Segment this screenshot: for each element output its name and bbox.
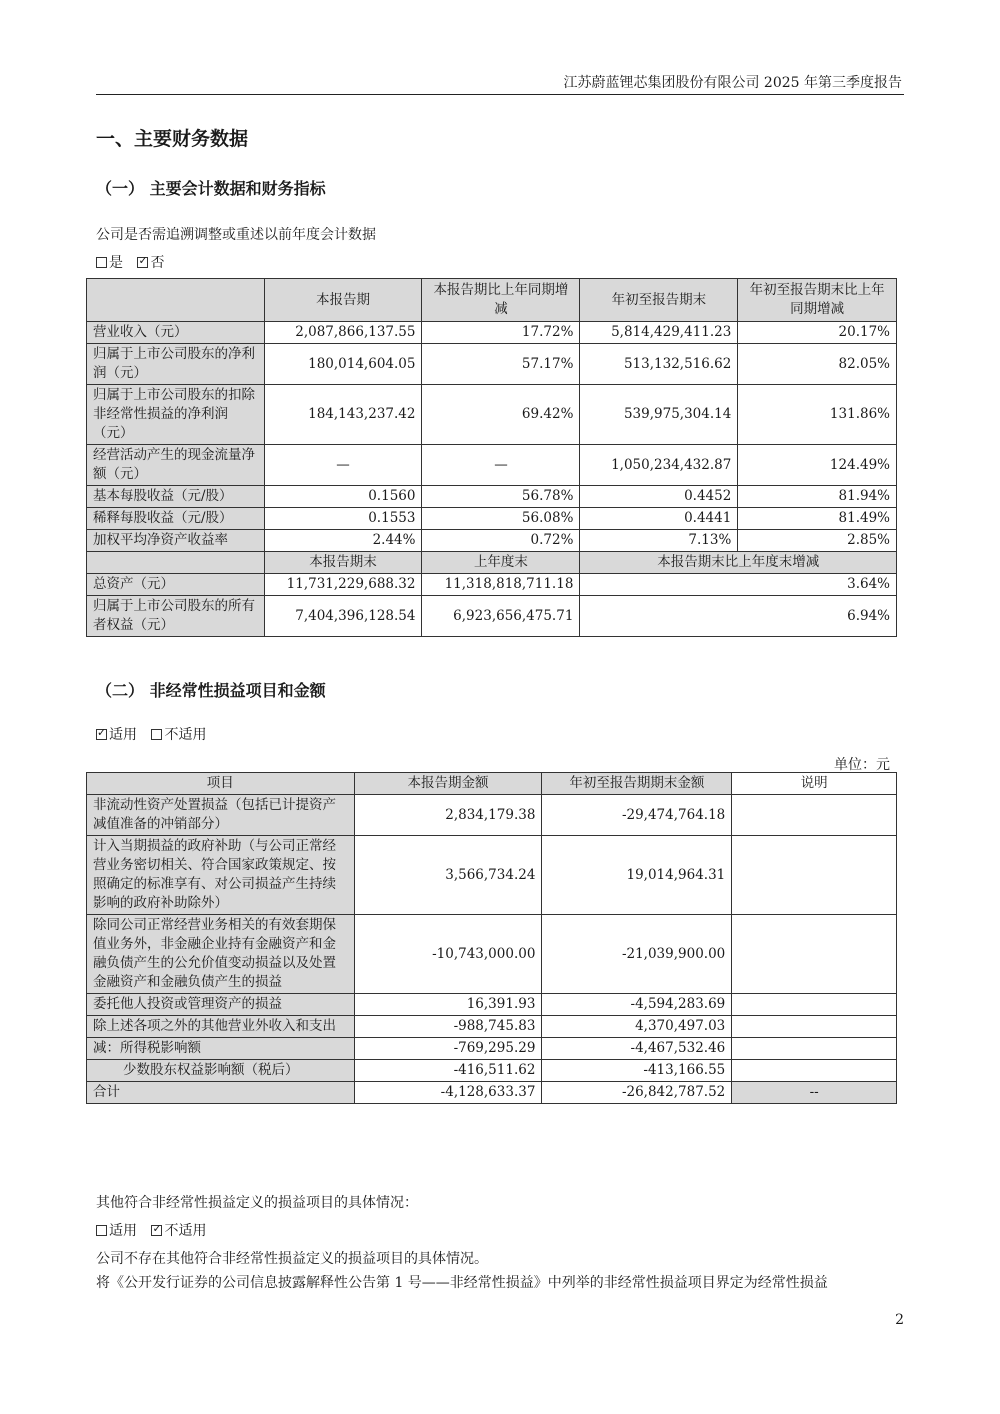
section-title-key-accounting-data: （一） 主要会计数据和财务指标	[96, 179, 326, 198]
cell-value: 0.4452	[580, 486, 738, 508]
other-items-title: 其他符合非经常性损益定义的损益项目的具体情况：	[96, 1195, 418, 1211]
header-cell: 年初至报告期末比上年同期增减	[738, 279, 897, 322]
header-cell: 项目	[87, 773, 355, 795]
header-cell: 本报告期末	[264, 552, 422, 574]
cell-note	[732, 994, 897, 1016]
other-items-options	[96, 1220, 206, 1240]
key-financial-data-table	[86, 278, 897, 637]
cell-note	[732, 1016, 897, 1038]
unit-label: 单位：元	[834, 757, 890, 773]
cell-value: 2,834,179.38	[354, 795, 542, 836]
checkbox-yes[interactable]	[96, 257, 107, 268]
cell-value: 81.49%	[738, 508, 897, 530]
row-label: 除同公司正常经营业务相关的有效套期保值业务外，非金融企业持有金融资产和金融负债产生的公允价值变动损益以及处置金融资产和金融负债产生的损益	[87, 915, 355, 994]
option-not-apply-label: 不适用	[164, 727, 207, 743]
cell-value: 81.94%	[738, 486, 897, 508]
cell-value: 69.42%	[422, 385, 580, 445]
cell-value: 16,391.93	[354, 994, 542, 1016]
cell-value: -4,128,633.37	[354, 1082, 542, 1104]
table-subheader-row	[87, 552, 897, 574]
table-header-row	[87, 279, 897, 322]
row-label: 少数股东权益影响额（税后）	[87, 1060, 355, 1082]
option-apply-label: 适用	[109, 727, 137, 743]
checkbox-apply-checked[interactable]	[96, 729, 107, 740]
row-label: 归属于上市公司股东的扣除非经常性损益的净利润（元）	[87, 385, 265, 445]
table-row	[87, 1060, 897, 1082]
applicability-options	[96, 724, 206, 744]
cell-value: -4,594,283.69	[542, 994, 732, 1016]
cell-value: 124.49%	[738, 445, 897, 486]
cell-value: 82.05%	[738, 344, 897, 385]
report-header-title: 江苏蔚蓝锂芯集团股份有限公司 2025 年第三季度报告	[563, 75, 902, 91]
table-row	[87, 1038, 897, 1060]
section-title-non-recurring: （二） 非经常性损益项目和金额	[96, 681, 326, 700]
header-divider	[96, 94, 904, 95]
cell-value: -769,295.29	[354, 1038, 542, 1060]
row-label: 总资产（元）	[87, 574, 265, 596]
table-row	[87, 1016, 897, 1038]
cell-value: 184,143,237.42	[264, 385, 422, 445]
row-label: 归属于上市公司股东的净利润（元）	[87, 344, 265, 385]
cell-value: 2.44%	[264, 530, 422, 552]
cell-value: 56.08%	[422, 508, 580, 530]
header-cell: 本报告期金额	[354, 773, 542, 795]
cell-value: -413,166.55	[542, 1060, 732, 1082]
table-row	[87, 574, 897, 596]
cell-note	[732, 795, 897, 836]
checkbox-not-apply[interactable]	[151, 729, 162, 740]
cell-value: 7,404,396,128.54	[264, 596, 422, 637]
cell-value: 6,923,656,475.71	[422, 596, 580, 637]
row-label: 营业收入（元）	[87, 322, 265, 344]
cell-value: -26,842,787.52	[542, 1082, 732, 1104]
cell-value: 11,318,818,711.18	[422, 574, 580, 596]
cell-value: 20.17%	[738, 322, 897, 344]
cell-value: 539,975,304.14	[580, 385, 738, 445]
cell-value: 2,087,866,137.55	[264, 322, 422, 344]
row-label: 除上述各项之外的其他营业外收入和支出	[87, 1016, 355, 1038]
header-cell: 说明	[732, 773, 897, 795]
table-row	[87, 994, 897, 1016]
cell-note: --	[732, 1082, 897, 1104]
cell-value: -10,743,000.00	[354, 915, 542, 994]
cell-value: 2.85%	[738, 530, 897, 552]
header-cell: 本报告期比上年同期增减	[422, 279, 580, 322]
table-row	[87, 344, 897, 385]
table-total-row	[87, 1082, 897, 1104]
row-label: 合计	[87, 1082, 355, 1104]
row-label: 加权平均净资产收益率	[87, 530, 265, 552]
table-row	[87, 795, 897, 836]
row-label: 稀释每股收益（元/股）	[87, 508, 265, 530]
cell-value: 56.78%	[422, 486, 580, 508]
row-label: 经营活动产生的现金流量净额（元）	[87, 445, 265, 486]
cell-value: -416,511.62	[354, 1060, 542, 1082]
option-other-apply-label: 适用	[109, 1223, 137, 1239]
cell-value: 513,132,516.62	[580, 344, 738, 385]
header-cell: 年初至报告期期末金额	[542, 773, 732, 795]
cell-value: 3.64%	[580, 574, 897, 596]
row-label: 计入当期损益的政府补助（与公司正常经营业务密切相关、符合国家政策规定、按照确定的标准享有、对公司损益产生持续影响的政府补助除外）	[87, 836, 355, 915]
row-label: 归属于上市公司股东的所有者权益（元）	[87, 596, 265, 637]
table-row	[87, 915, 897, 994]
restatement-options	[96, 252, 164, 272]
option-other-not-apply-label: 不适用	[164, 1223, 207, 1239]
non-recurring-items-table	[86, 772, 897, 1104]
note-no-other-items: 公司不存在其他符合非经常性损益定义的损益项目的具体情况。	[96, 1251, 488, 1267]
cell-note	[732, 836, 897, 915]
cell-value: -29,474,764.18	[542, 795, 732, 836]
cell-value: 0.4441	[580, 508, 738, 530]
cell-note	[732, 1060, 897, 1082]
cell-value: 6.94%	[580, 596, 897, 637]
cell-value: 3,566,734.24	[354, 836, 542, 915]
table-row	[87, 530, 897, 552]
header-cell-blank	[87, 279, 265, 322]
option-yes-label: 是	[109, 255, 123, 271]
cell-value: 0.72%	[422, 530, 580, 552]
restatement-question: 公司是否需追溯调整或重述以前年度会计数据	[96, 227, 376, 243]
cell-note	[732, 915, 897, 994]
cell-value: 11,731,229,688.32	[264, 574, 422, 596]
checkbox-other-apply[interactable]	[96, 1225, 107, 1236]
cell-value: 5,814,429,411.23	[580, 322, 738, 344]
header-cell-blank	[87, 552, 265, 574]
header-cell: 本报告期末比上年度末增减	[580, 552, 897, 574]
table-row	[87, 836, 897, 915]
page-number: 2	[895, 1312, 904, 1328]
section-title-main-financial-data: 一、主要财务数据	[96, 128, 249, 150]
table-row	[87, 322, 897, 344]
cell-value: 57.17%	[422, 344, 580, 385]
table-row	[87, 486, 897, 508]
header-cell: 本报告期	[264, 279, 422, 322]
cell-value: 4,370,497.03	[542, 1016, 732, 1038]
cell-value: 1,050,234,432.87	[580, 445, 738, 486]
row-label: 基本每股收益（元/股）	[87, 486, 265, 508]
cell-value: 17.72%	[422, 322, 580, 344]
cell-value: 180,014,604.05	[264, 344, 422, 385]
table-row	[87, 445, 897, 486]
header-cell: 年初至报告期末	[580, 279, 738, 322]
cell-note	[732, 1038, 897, 1060]
header-cell: 上年度末	[422, 552, 580, 574]
checkbox-no-checked[interactable]	[137, 257, 148, 268]
cell-value: —	[264, 445, 422, 486]
cell-value: 131.86%	[738, 385, 897, 445]
table-row	[87, 508, 897, 530]
cell-value: -988,745.83	[354, 1016, 542, 1038]
cell-value: 7.13%	[580, 530, 738, 552]
table-row	[87, 385, 897, 445]
cell-value: 0.1553	[264, 508, 422, 530]
cell-value: -21,039,900.00	[542, 915, 732, 994]
cell-value: -4,467,532.46	[542, 1038, 732, 1060]
note-reclassification: 将《公开发行证券的公司信息披露解释性公告第 1 号——非经常性损益》中列举的非经常性损益项目界定为经常性损益	[96, 1275, 828, 1291]
row-label: 非流动性资产处置损益（包括已计提资产减值准备的冲销部分）	[87, 795, 355, 836]
table-row	[87, 596, 897, 637]
cell-value: 19,014,964.31	[542, 836, 732, 915]
checkbox-other-not-apply-checked[interactable]	[151, 1225, 162, 1236]
cell-value: —	[422, 445, 580, 486]
option-no-label: 否	[150, 255, 165, 271]
cell-value: 0.1560	[264, 486, 422, 508]
row-label: 委托他人投资或管理资产的损益	[87, 994, 355, 1016]
row-label: 减：所得税影响额	[87, 1038, 355, 1060]
table-header-row	[87, 773, 897, 795]
